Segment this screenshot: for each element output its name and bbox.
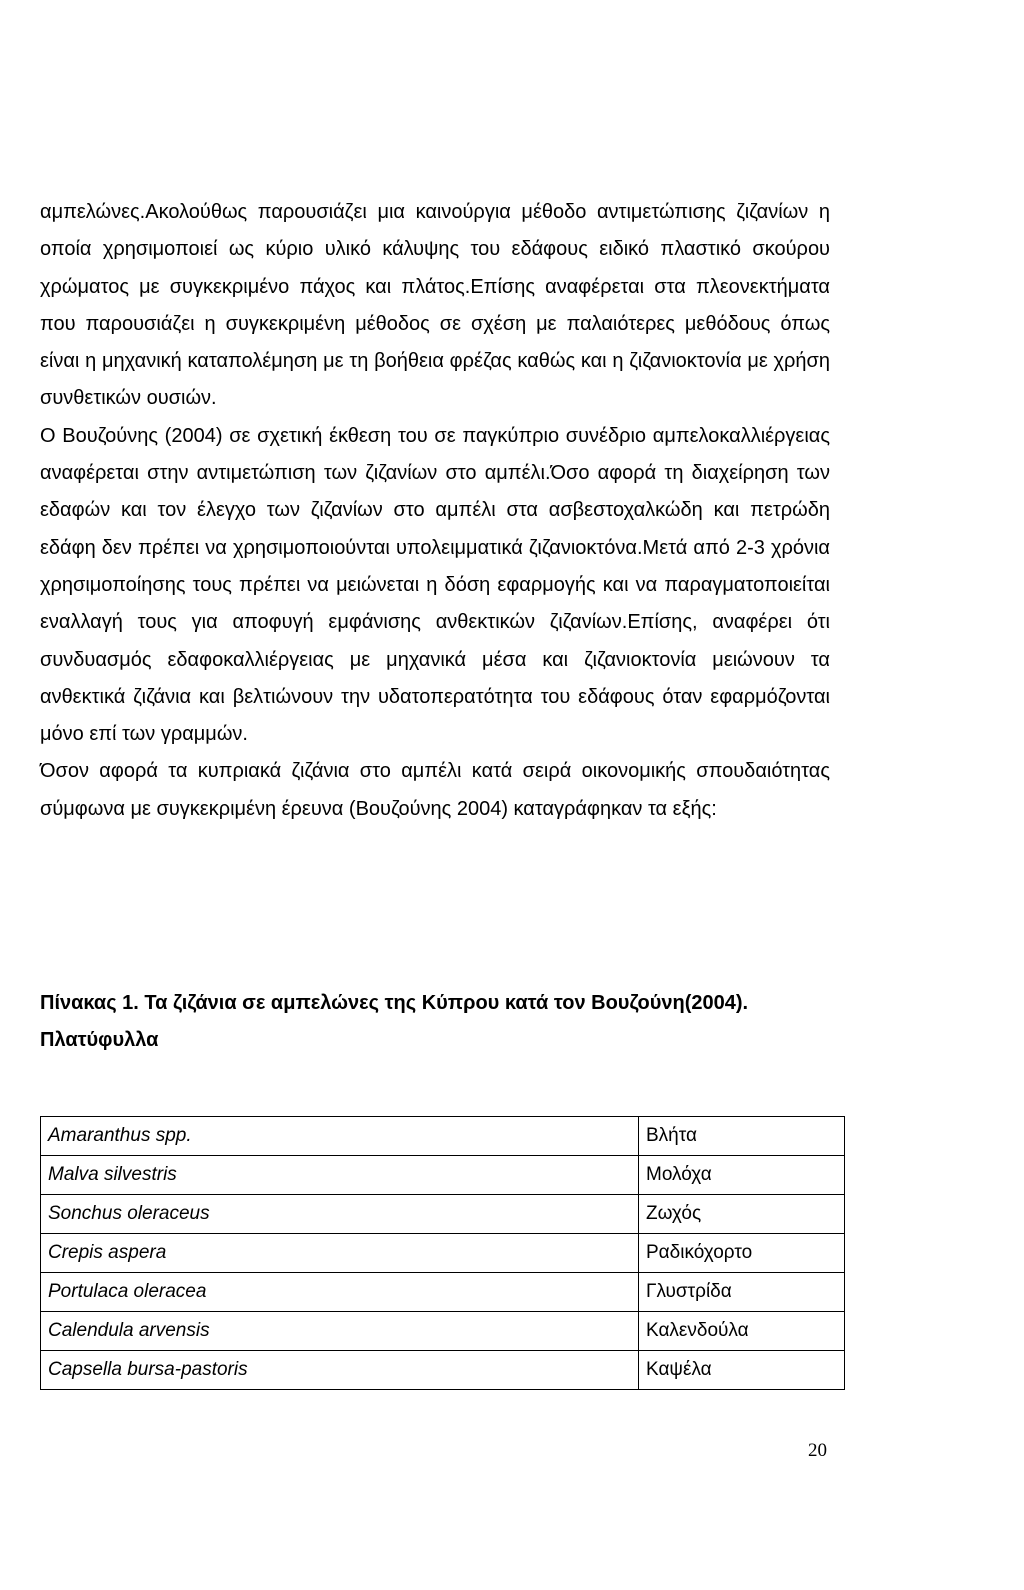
table-caption: Πίνακας 1. Τα ζιζάνια σε αμπελώνες της Κύπρου κατά τον Βουζούνη(2004).	[40, 992, 749, 1014]
latin-name-cell: Capsella bursa-pastoris	[41, 1351, 639, 1390]
table-row	[41, 1195, 845, 1234]
latin-name-cell: Malva silvestris	[41, 1156, 639, 1195]
greek-name-cell: Βλήτα	[639, 1117, 845, 1156]
greek-name-cell: Ραδικόχορτο	[639, 1234, 845, 1273]
paragraph-weed-list-intro: Όσον αφορά τα κυπριακά ζιζάνια στο αμπέλι κατά σειρά οικονομικής σπουδαιότητας σύμφωνα με συγκεκριμένη έρευνα (Βουζούνης 2004) καταγράφηκαν τα εξής:	[40, 760, 830, 820]
paragraph-intro: αμπελώνες.Ακολούθως παρουσιάζει μια καινούργια μέθοδο αντιμετώπισης ζιζανίων η οποία χρησιμοποιεί ως κύριο υλικό κάλυψης του εδάφους ειδικό πλαστικό σκούρου χρώματος με συγκεκριμένο πάχος και πλάτος.Επίσης αναφέρεται στα πλεονεκτήματα που παρουσιάζει η συγκεκριμένη μέθοδος σε σχέση με παλαιότερες μεθόδους όπως είναι η μηχανική καταπολέμηση με τη βοήθεια φρέζας καθώς και η ζιζανιοκτονία με χρήση συνθετικών ουσιών.	[40, 201, 830, 410]
latin-name-cell: Calendula arvensis	[41, 1312, 639, 1351]
greek-name-cell: Ζωχός	[639, 1195, 845, 1234]
latin-name-cell: Sonchus oleraceus	[41, 1195, 639, 1234]
weeds-table	[40, 1116, 845, 1390]
table-row	[41, 1273, 845, 1312]
latin-name-cell: Crepis aspera	[41, 1234, 639, 1273]
latin-name-cell: Portulaca oleracea	[41, 1273, 639, 1312]
table-row	[41, 1351, 845, 1390]
table-row	[41, 1234, 845, 1273]
paragraph-vouzounis: Ο Βουζούνης (2004) σε σχετική έκθεση του σε παγκύπριο συνέδριο αμπελοκαλλιέργειας αναφέρεται στην αντιμετώπιση των ζιζανίων στο αμπέλι.Όσο αφορά τη διαχείρηση των εδαφών και τον έλεγχο των ζιζανίων στο αμπέλι στα ασβεστοχαλκώδη και πετρώδη εδάφη δεν πρέπει να χρησιμοποιούνται υπολειμματικά ζιζανιοκτόνα.Μετά από 2-3 χρόνια χρησιμοποίησης τους πρέπει να μειώνεται η δόση εφαρμογής και να παραγματοποιείται εναλλαγή τους για αποφυγή εμφάνισης ανθεκτικών ζιζανίων.Επίσης, αναφέρει ότι συνδυασμός εδαφοκαλλιέργειας με μηχανικά μέσα και ζιζανιοκτονία μειώνουν τα ανθεκτικά ζιζάνια και βελτιώνουν την υδατοπερατότητα του εδάφους όταν εφαρμόζονται μόνο επί των γραμμών.	[40, 424, 830, 746]
greek-name-cell: Μολόχα	[639, 1156, 845, 1195]
latin-name-cell: Amaranthus spp.	[41, 1117, 639, 1156]
table-row	[41, 1156, 845, 1195]
table-subtitle: Πλατύφυλλα	[40, 1029, 159, 1051]
table-row	[41, 1312, 845, 1351]
greek-name-cell: Καλενδούλα	[639, 1312, 845, 1351]
greek-name-cell: Καψέλα	[639, 1351, 845, 1390]
greek-name-cell: Γλυστρίδα	[639, 1273, 845, 1312]
table-caption-block	[40, 985, 900, 1059]
page-number: 20	[808, 1440, 827, 1461]
table-row	[41, 1117, 845, 1156]
body-text	[40, 194, 830, 828]
